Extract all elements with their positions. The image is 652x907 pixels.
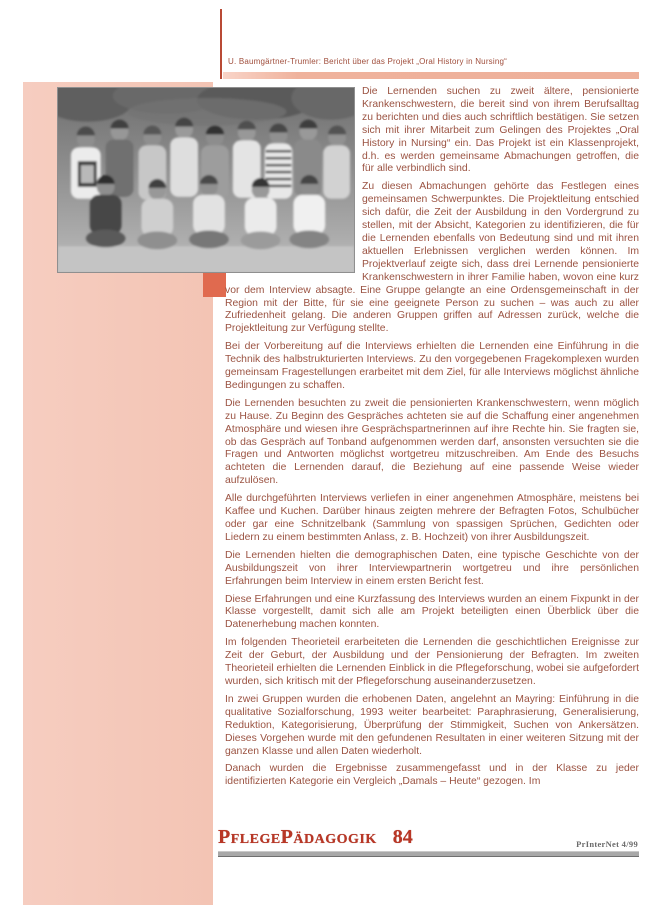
footer-rule <box>218 851 639 857</box>
journal-issue-label: PrInterNet 4/99 <box>576 839 638 849</box>
running-header: U. Baumgärtner-Trumler: Bericht über das Projekt „Oral History in Nursing“ <box>228 57 508 66</box>
footer-section-name: PflegePädagogik <box>218 826 377 848</box>
paragraph: Alle durchgeführten Interviews verliefen in einer angenehmen Atmosphäre, meistens bei Kaffee und Kuchen. Darüber hinaus zeigten mehrere der Befragten Fotos, Schulbücher oder gar eine Schnitzelbank (Sammlung von spassigen Sprüchen, Gedichten oder Liedern zu einem bestimmten Anlass, z. B. Hochzeit) von ihrer Ausbildungszeit. <box>225 493 639 543</box>
article-body <box>225 86 639 794</box>
paragraph: Danach wurden die Ergebnisse zusammengefasst und in der Klasse zu jeder identifizierten Kategorie ein Vergleich „Damals – Heute“ gezogen. Im <box>225 763 639 788</box>
page-number: 84 <box>392 826 413 848</box>
photo-spacer <box>225 86 362 279</box>
top-red-rule <box>220 9 222 79</box>
paragraph: Diese Erfahrungen und eine Kurzfassung des Interviews wurden an einem Fixpunkt in der Klasse vorgestellt, damit sich alle am Projekt beteiligten einen Überblick über die Datenerhebung machen konnten. <box>225 593 639 631</box>
paragraph: Die Lernenden suchen zu zweit ältere, pensionierte Krankenschwestern, die bereit sind von ihrem Berufsalltag zu berichten und dies auch schriftlich bestätigen. Sie setzen sich mit ihrer Mitarbeit zum Gelingen des Projektes „Oral History in Nursing“ ein. Das Projekt ist ein Klassenprojekt, d.h. es werden gemeinsame Abmachungen getroffen, die für alle verbindlich sind. <box>362 86 639 175</box>
paragraph: Die Lernenden besuchten zu zweit die pensionierten Krankenschwestern, wenn möglich zu Hause. Zu Beginn des Gespräches achteten sie auf die Schaffung einer angenehmen Atmosphäre und wiesen ihre Gesprächspartnerinnen auf ihre Rechte hin. Sie fragten sie, ob das Gespräch auf Tonband aufgenommen werden darf, ansonsten versuchten sie die Fragen und Antworten möglichst wortgetreu mitzuschreiben. Am Ende des Besuchs achteten die Lernenden darauf, die Beziehung auf eine passende Weise wieder aufzulösen. <box>225 397 639 487</box>
paragraph: Zu diesen Abmachungen gehörte das Festlegen eines gemeinsamen Schwerpunktes. Die Projektleitung entschied sich dafür, die Zeit der Ausbildung in den Vordergrund zu stellen, mit der Absicht, Kategorien zu identifizieren, die für die Lernenden ebenfalls von Bedeutung sind und mit ihren aktuellen Erlebnissen verglichen werden können. Im Projektverlauf zeigte sich, dass drei Lernende pensionierte Krankenschwestern in ihrer Familie haben, wovon eine kurz vor dem Interview absagte. Eine Gruppe gelangte an eine Ordensgemeinschaft in der Region mit der Bitte, für sie eine geeignete Person zu suchen – was auch zu aller Zufriedenheit gelang. Die anderen Gruppen griffen auf Adressen zurück, welche die Projektleitung zur Verfügung stellte. <box>225 181 639 335</box>
header-underline-bar <box>223 72 639 79</box>
paragraph: Bei der Vorbereitung auf die Interviews erhielten die Lernenden eine Einführung in die Technik des halbstrukturierten Interviews. Zu den vorgegebenen Fragekomplexen wurden gemeinsam Fragestellungen erarbeitet mit dem Ziel, für alle Interviews möglichst ähnliche Bedingungen zu schaffen. <box>225 341 639 391</box>
accent-square <box>203 272 226 297</box>
paragraph: In zwei Gruppen wurden die erhobenen Daten, angelehnt an Mayring: Einführung in die qualitative Sozialforschung, 1993 weiter bearbeitet: Paraphrasierung, Generalisierung, Reduktion, Kategorisierung, Überprüfung der Stimmigkeit, Suchen von Ankersätzen. Dieses Vorgehen wurde mit den gefundenen Resultaten in einer weiteren Sitzung mit der ganzen Klasse und allen Daten wiederholt. <box>225 693 639 757</box>
paragraph: Im folgenden Theorieteil erarbeiteten die Lernenden die geschichtlichen Ereignisse zur Zeit der Geburt, der Ausbildung und der Pensionierung der Befragten. Im zweiten Theorieteil erhielten die Lernenden Einblick in die Pflegeforschung, wobei sie aufgefordert wurden, sich kritisch mit der Pflegeforschung auseinanderzusetzen. <box>225 637 639 687</box>
footer-section-title <box>218 826 413 849</box>
paragraph: Die Lernenden hielten die demographischen Daten, eine typische Geschichte von der Ausbildungszeit von ihrer Interviewpartnerin wortgetreu und ihre persönlichen Erfahrungen beim Interview in einem ersten Bericht fest. <box>225 549 639 587</box>
